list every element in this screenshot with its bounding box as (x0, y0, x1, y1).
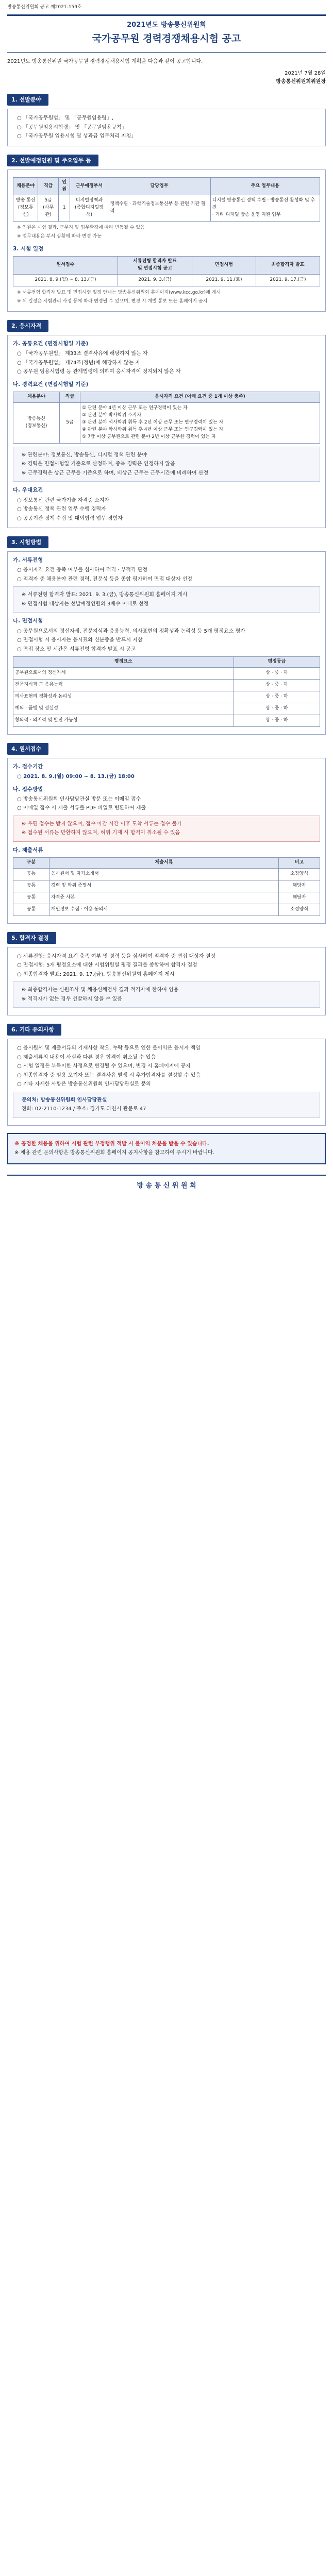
table-header: 최종합격자 발표 (256, 257, 320, 275)
warning-box (13, 816, 320, 842)
table-header: 면접시험 (192, 257, 256, 275)
table-cell: 상 · 중 · 하 (234, 680, 320, 691)
pref-line: ○ 방송통신 정책 관련 업무 수행 경력자 (17, 506, 106, 513)
table-header: 서류전형 합격자 발표 및 면접시험 공고 (118, 257, 192, 275)
section-body (7, 1039, 326, 1126)
subsection-title: 다. 제출서류 (13, 846, 43, 853)
table-cell: 예의 · 품행 및 성실성 (13, 703, 234, 715)
table-cell: 5급 (사무관) (38, 195, 59, 222)
method-line: ○ 이메일 접수 시 제출 서류를 PDF 파일로 변환하여 제출 (17, 805, 146, 811)
interview-line: ○ 면접 장소 및 시간은 서류전형 합격자 발표 시 공고 (17, 646, 136, 652)
note-line: ○ 기타 자세한 사항은 방송통신위원회 인사담당관실로 문의 (17, 1081, 151, 1088)
section-body (7, 551, 326, 735)
decision-box-line: ※ 최종합격자는 신원조사 및 채용신체검사 결과 적격자에 한하여 임용 (22, 987, 179, 993)
table-row (13, 195, 320, 222)
doc-box-line: ※ 서류전형 합격자 발표: 2021. 9. 3.(금), 방송통신위원회 홈페이지 게시 (22, 592, 188, 598)
section-title: 2. 선발예정인원 및 주요업무 등 (7, 155, 98, 166)
table-cell: 해당자 (279, 892, 320, 904)
final-line: ※ 채용 관련 문의사항은 방송통신위원회 홈페이지 공지사항을 참고하여 주시기 바랍니다. (14, 1150, 214, 1156)
table-note: ※ 인원은 시험 결과, 근무지 및 업무환경에 따라 변동될 수 있음 (17, 225, 145, 231)
subsection-title: 다. 우대요건 (13, 487, 43, 494)
table-cell: 정책수립 · 과학기술정보통신부 등 관련 기관 협력 (108, 195, 210, 222)
table-header: 채용분야 (13, 392, 60, 403)
note-line: ○ 응시원서 및 제출서류의 기재사항 착오, 누락 등으로 인한 불이익은 응시자 책임 (17, 1045, 201, 1052)
doc-line: ○ 응시자격 요건 충족 여부를 심사하여 적격 · 부적격 판정 (17, 567, 148, 573)
career-notes-box (13, 447, 320, 482)
footer-org: 방 송 통 신 위 원 회 (137, 1181, 196, 1190)
table-header: 원서접수 (13, 257, 118, 275)
period-line: ○ 2021. 8. 9.(월) 09:00 ~ 8. 13.(금) 18:00 (17, 774, 135, 780)
contact-box (13, 1092, 320, 1118)
common-line: ○ 공무원 임용시험령 등 관계법령에 의하여 응시자격이 정지되지 않은 자 (17, 369, 181, 375)
note-line: ○ 시험 일정은 부득이한 사정으로 변경될 수 있으며, 변경 시 홈페이지에 공지 (17, 1063, 191, 1070)
table-row (13, 892, 320, 904)
table-row (13, 880, 320, 892)
table-cell: 상 · 중 · 하 (234, 703, 320, 715)
table-cell: 공무원으로서의 정신자세 (13, 668, 234, 680)
section-title: 1. 선발분야 (7, 94, 48, 106)
table-header: 평정요소 (13, 657, 234, 668)
section-qualifications (7, 320, 326, 528)
subsection-title: 가. 서류전형 (13, 557, 43, 564)
subsection-title: 3. 시험 일정 (13, 246, 44, 252)
table-cell: 상 · 중 · 하 (234, 691, 320, 703)
table-row (13, 403, 320, 444)
table-note: ※ 업무내용은 부서 상황에 따라 변경 가능 (17, 234, 102, 240)
section-body (7, 170, 326, 312)
section-application (7, 743, 326, 924)
table-cell: 의사표현의 정확성과 논리성 (13, 691, 234, 703)
table-header: 주요 업무내용 (210, 177, 320, 195)
table-cell: 소정양식 (279, 904, 320, 916)
section-decision (7, 932, 326, 1016)
table-row (13, 275, 320, 286)
section-title: 6. 기타 유의사항 (7, 1024, 61, 1036)
table-header: 구분 (13, 858, 49, 869)
career-note: ※ 경력은 면접시험일 기준으로 산정하며, 중복 경력은 인정하지 않음 (22, 461, 175, 467)
career-note: ※ 근무경력은 상근 근무를 기준으로 하며, 비상근 근무는 근무시간에 비례하여 산정 (22, 470, 209, 476)
decision-line: ○ 서류전형: 응시자격 요건 충족 여부 및 경력 등을 심사하여 적격자 중 면접 대상자 결정 (17, 953, 216, 959)
subsection-title: 나. 경력요건 (면접시험일 기준) (13, 381, 89, 387)
career-table (13, 392, 320, 444)
table-header: 근무예정부서 (70, 177, 108, 195)
notice-number: 방송통신위원회 공고 제2021-159호 (7, 5, 82, 10)
header-bar (7, 14, 326, 53)
page-title: 국가공무원 경력경쟁채용시험 공고 (92, 33, 241, 45)
table-cell: 해당자 (279, 880, 320, 892)
table-cell: 공통 (13, 869, 49, 880)
schedule-note: ※ 서류전형 합격자 발표 및 면접시험 일정 안내는 방송통신위원회 홈페이지(www.kcc.go.kr)에 게시 (17, 290, 221, 296)
table-cell: 방송통신 (정보통신) (13, 403, 60, 444)
table-cell: 디지털 방송통신 정책 수립 · 방송통신 활성화 및 추진 · 기타 디지털 방송 운영 지원 업무 (210, 195, 320, 222)
table-cell: 전문지식과 그 응용능력 (13, 680, 234, 691)
doc-line: ○ 적격자 중 채용분야 관련 경력, 전문성 등을 종합 평가하여 면접 대상자 선정 (17, 576, 192, 582)
section-exam-method (7, 536, 326, 735)
table-cell: 2021. 9. 17.(금) (256, 275, 320, 286)
table-header: 채용분야 (13, 177, 38, 195)
table-row (13, 668, 320, 680)
basis-line: ○ 「국가공무원법」 및 「공무원임용령」, (17, 115, 114, 122)
schedule-table (13, 256, 320, 286)
decision-line: ○ 최종합격자 발표: 2021. 9. 17.(금), 방송통신위원회 홈페이지 게시 (17, 971, 175, 977)
section-body (7, 109, 326, 146)
intro-text: 2021년도 방송통신위원 국가공무원 경력경쟁채용시험 계획을 다음과 같이 공고합니다. (7, 58, 203, 64)
contact-line: 문의처: 방송통신위원회 인사담당관실 (22, 1097, 107, 1103)
table-cell: 공통 (13, 892, 49, 904)
subsection-title: 나. 면접시험 (13, 618, 43, 624)
subsection-title: 가. 접수기간 (13, 763, 43, 770)
table-cell: 공통 (13, 880, 49, 892)
table-cell: ① 관련 분야 4년 이상 근무 또는 연구경력이 있는 자 ② 관련 분야 박사학위 소지자 ③ 관련 분야 석사학위 취득 후 2년 이상 근무 또는 연구경력이 있는 자 ④ 관련 분야 학사학위 취득 후 4년 이상 근무 또는 연구경력이 있는 자 ⑤ 7급 이상 공무원으로 관련 분야 2년 이상 근무한 경력이 있는 자 (80, 403, 320, 444)
contact-line: 전화: 02-2110-1234 / 주소: 경기도 과천시 관문로 47 (22, 1106, 146, 1112)
decision-line: ○ 면접시험: 5개 평정요소에 대한 시험위원별 평정 결과를 종합하여 합격자 결정 (17, 962, 197, 969)
table-row (13, 680, 320, 691)
section-title: 4. 원서접수 (7, 743, 48, 755)
doc-box (13, 586, 320, 613)
warning-line: ※ 접수된 서류는 반환하지 않으며, 허위 기재 시 합격이 취소될 수 있음 (22, 830, 180, 836)
note-line: ○ 제출서류의 내용이 사실과 다른 경우 합격이 취소될 수 있음 (17, 1054, 156, 1060)
doc-box-line: ※ 면접시험 대상자는 선발예정인원의 3배수 이내로 선정 (22, 601, 149, 607)
subsection-title: 가. 공통요건 (면접시험일 기준) (13, 341, 89, 347)
table-cell: 자격증 사본 (49, 892, 279, 904)
section-body (7, 758, 326, 924)
career-note: ※ 관련분야: 정보통신, 방송통신, 디지털 정책 관련 분야 (22, 452, 147, 458)
table-header: 인원 (59, 177, 70, 195)
table-header: 응시자격 요건 (아래 요건 중 1개 이상 충족) (80, 392, 320, 403)
table-cell: 공통 (13, 904, 49, 916)
footer (7, 1175, 326, 1191)
warning-line: ※ 우편 접수는 받지 않으며, 접수 마감 시간 이후 도착 서류는 접수 불가 (22, 821, 182, 827)
interview-line: ○ 면접시험 시 응시자는 응시표와 신분증을 반드시 지참 (17, 637, 143, 643)
notice-date: 2021년 7월 28일 (285, 71, 326, 77)
section-positions (7, 155, 326, 312)
table-cell: 2021. 8. 9.(월) ~ 8. 13.(금) (13, 275, 118, 286)
final-line: ※ 공정한 채용을 위하여 시험 관련 부정행위 적발 시 불이익 처분을 받을 수 있습니다. (14, 1141, 209, 1147)
table-cell: 1 (59, 195, 70, 222)
table-cell: 2021. 9. 11.(토) (192, 275, 256, 286)
method-line: ○ 방송통신위원회 인사담당관실 방문 또는 이메일 접수 (17, 796, 141, 802)
table-header: 직급 (38, 177, 59, 195)
table-header: 직급 (60, 392, 80, 403)
section-body (7, 947, 326, 1016)
pref-line: ○ 정보통신 관련 국가기술 자격증 소지자 (17, 497, 110, 503)
table-row (13, 703, 320, 715)
table-cell: 2021. 9. 3.(금) (118, 275, 192, 286)
table-cell: 방송 통신 (정보통신) (13, 195, 38, 222)
positions-table (13, 177, 320, 222)
note-line: ○ 최종합격자 중 임용 포기자 또는 결격사유 발생 시 추가합격자를 결정할 수 있음 (17, 1072, 201, 1078)
interview-line: ○ 공무원으로서의 정신자세, 전문지식과 응용능력, 의사표현의 정확성과 논리성 등 5개 평정요소 평가 (17, 628, 245, 634)
table-row (13, 715, 320, 726)
section-title: 2. 응시자격 (7, 320, 48, 332)
documents-table (13, 857, 320, 916)
pref-line: ○ 공공기관 정책 수립 및 대외협력 업무 경험자 (17, 515, 123, 521)
basis-line: ○ 「국가공무원 입용시험 및 성과급 업무처리 지침」 (17, 133, 137, 140)
table-cell: 소정양식 (279, 869, 320, 880)
interview-table (13, 656, 320, 727)
table-cell: 상 · 중 · 하 (234, 715, 320, 726)
basis-line: ○ 「공무원임용시험령」 및 「공무원임용규칙」 (17, 124, 127, 130)
decision-box (13, 981, 320, 1008)
table-cell: 경력 및 학위 증명서 (49, 880, 279, 892)
common-line: ○ 「국가공무원법」 제74조(정년)에 해당하지 않는 자 (17, 360, 141, 366)
notice-org: 방송통신위원회위원장 (276, 78, 326, 84)
table-row (13, 904, 320, 916)
section-basis (7, 94, 326, 146)
schedule-note: ※ 위 일정은 시험관리 사정 등에 따라 변경될 수 있으며, 변경 시 개별 통보 또는 홈페이지 공지 (17, 299, 208, 304)
section-body (7, 335, 326, 528)
table-row (13, 869, 320, 880)
section-notes (7, 1024, 326, 1126)
section-title: 5. 합격자 결정 (7, 932, 56, 944)
table-row (13, 691, 320, 703)
table-header: 비고 (279, 858, 320, 869)
table-header: 평정등급 (234, 657, 320, 668)
subsection-title: 나. 접수방법 (13, 786, 43, 792)
table-cell: 5급 (60, 403, 80, 444)
notice-page (0, 0, 333, 1207)
table-cell: 응시원서 및 자기소개서 (49, 869, 279, 880)
table-cell: 개인정보 수집 · 이용 동의서 (49, 904, 279, 916)
decision-box-line: ※ 적격자가 없는 경우 선발하지 않을 수 있음 (22, 996, 122, 1002)
table-header: 담당업무 (108, 177, 210, 195)
date-signature (7, 70, 326, 86)
common-line: ○ 「국가공무원법」 제33조 결격사유에 해당하지 않는 자 (17, 351, 148, 357)
section-title: 3. 시험방법 (7, 536, 48, 548)
table-cell: 창의력 · 의지력 및 발전 가능성 (13, 715, 234, 726)
publisher-line: 2021년도 방송통신위원회 (127, 21, 206, 29)
final-notice-box (7, 1133, 326, 1164)
table-header: 제출서류 (49, 858, 279, 869)
table-cell: 디지털정책과 (종합디지털정책) (70, 195, 108, 222)
table-cell: 상 · 중 · 하 (234, 668, 320, 680)
